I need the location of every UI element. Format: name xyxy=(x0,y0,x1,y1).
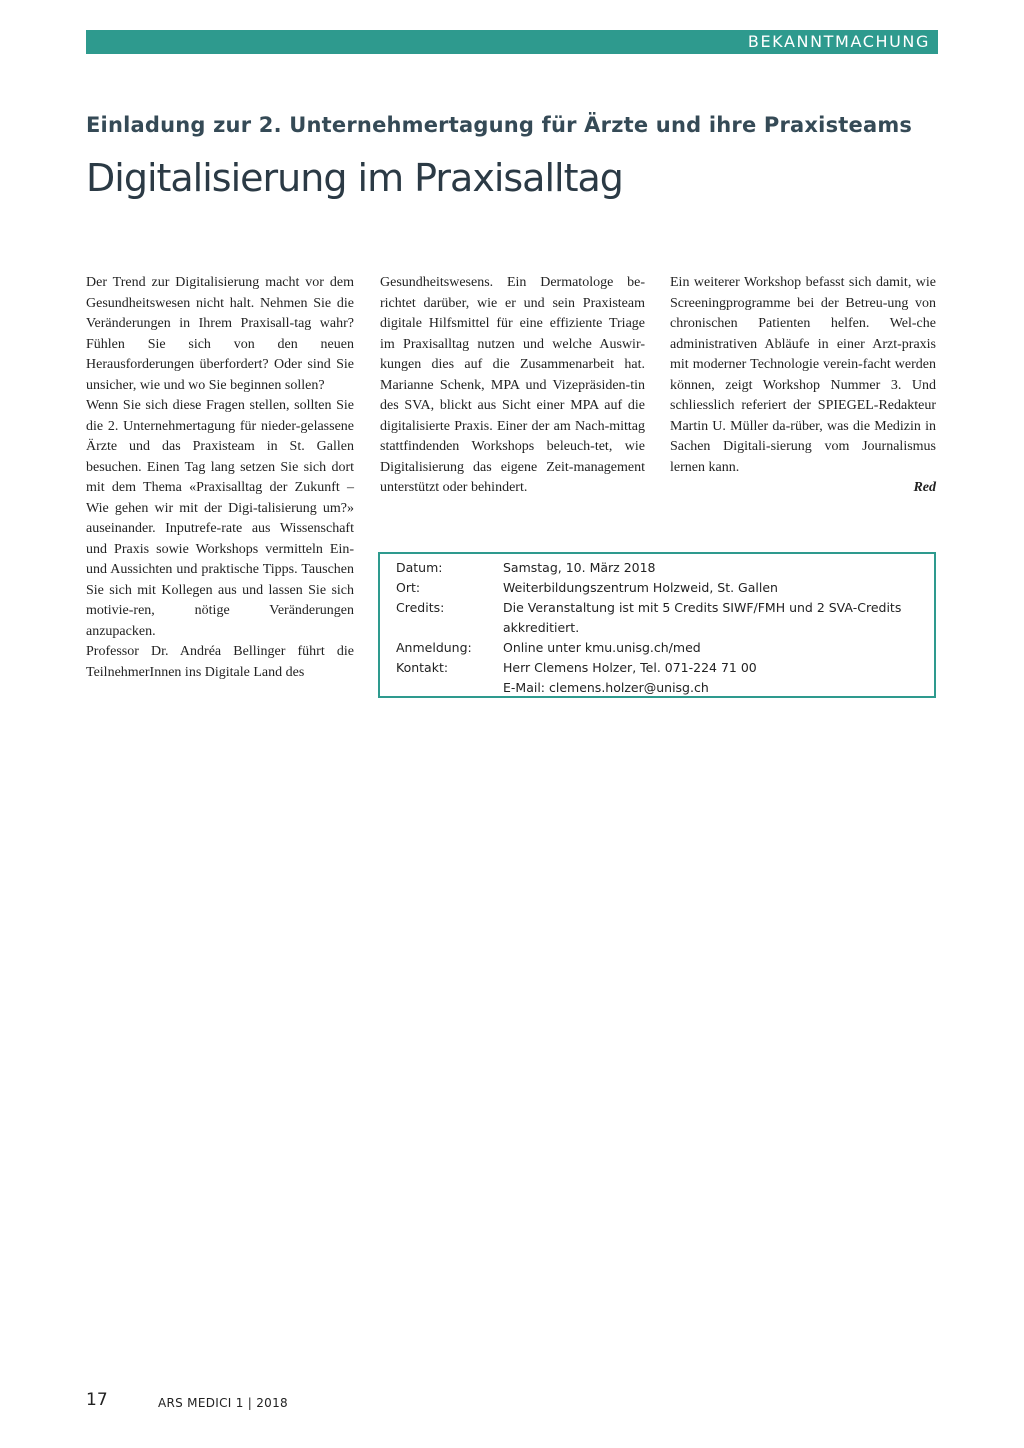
info-label: Ort: xyxy=(396,580,421,595)
paragraph: Der Trend zur Digitalisierung macht vor dem Gesundheitswesen nicht halt. Nehmen Sie die Veränderungen in Ihrem Praxisall-tag wahr? Fühlen Sie sich von den neuen Herausforderungen überfordert? Oder sind Sie unsicher, wie und wo Sie beginnen sollen? xyxy=(86,275,354,393)
info-value: Samstag, 10. März 2018 xyxy=(503,560,656,575)
section-header-bar xyxy=(86,30,938,54)
paragraph: Professor Dr. Andréa Bellinger führt die TeilnehmerInnen ins Digitale Land des xyxy=(86,644,354,680)
page-number: 17 xyxy=(86,1390,108,1410)
info-label: Anmeldung: xyxy=(396,640,472,655)
info-value: Herr Clemens Holzer, Tel. 071-224 71 00 xyxy=(503,660,757,675)
info-row-registration xyxy=(380,638,934,658)
event-info-box xyxy=(378,552,936,698)
email-link[interactable]: E-Mail: clemens.holzer@unisg.ch xyxy=(503,680,709,695)
info-row-date xyxy=(380,558,934,578)
author-signature: Red xyxy=(913,480,936,495)
info-row-contact xyxy=(380,658,934,678)
info-label: Datum: xyxy=(396,560,443,575)
journal-name: ARS MEDICI 1 | 2018 xyxy=(158,1396,288,1410)
info-label xyxy=(380,678,503,698)
paragraph: Ein weiterer Workshop befasst sich damit, wie Screeningprogramme bei der Betreu-ung von chronischen Patienten helfen. Wel-che administrativen Abläufe in einer Arzt-praxis mit moderner Technologie verein-facht werden können, zeigt Workshop Nummer 3. Und schliesslich referiert der SPIEGEL-Redakteur Martin U. Müller da-rüber, was die Medizin in Sachen Digitali-sierung vom Journalismus lernen kann. xyxy=(670,275,936,475)
info-value: Weiterbildungszentrum Holzweid, St. Gallen xyxy=(503,580,778,595)
info-row-location xyxy=(380,578,934,598)
paragraph: Wenn Sie sich diese Fragen stellen, sollten Sie die 2. Unternehmertagung für nieder-gelassene Ärzte und das Praxisteam in St. Gallen besuchen. Einen Tag lang setzen Sie sich dort mit dem Thema «Praxisalltag der Zukunft – Wie gehen wir mit der Digi-talisierung um?» auseinander. Inputrefe-rate aus Wissenschaft und Praxis sowie Workshops vermitteln Ein- und Aussichten und praktische Tipps. Tauschen Sie sich mit Kollegen aus und lassen Sie sich motivie-ren, nötige Veränderungen anzupacken. xyxy=(86,398,354,639)
paragraph: Gesundheitswesens. Ein Dermatologe be-richtet darüber, wie er und sein Praxisteam digitale Hilfsmittel für eine effiziente Triage im Praxisalltag nutzen und welche Auswir-kungen dies auf die Zusammenarbeit hat. Marianne Schenk, MPA und Vizepräsiden-tin des SVA, blickt aus Sicht einer MPA auf die digitalisierte Praxis. Einer der am Nach-mittag stattfindenden Workshops beleuch-tet, wie Digitalisierung das eigene Zeit-management unterstützt oder behindert. xyxy=(380,275,645,495)
article-column-2 xyxy=(380,273,645,499)
article-kicker: Einladung zur 2. Unternehmertagung für Ärzte und ihre Praxisteams xyxy=(86,113,913,137)
registration-link[interactable]: Online unter kmu.unisg.ch/med xyxy=(503,640,701,655)
info-label: Kontakt: xyxy=(396,660,449,675)
info-row-credits xyxy=(380,598,934,638)
article-column-3 xyxy=(670,273,936,499)
article-column-1 xyxy=(86,273,354,683)
info-value: Die Veranstaltung ist mit 5 Credits SIWF/FMH und 2 SVA-Credits akkreditiert. xyxy=(503,600,902,635)
article-headline: Digitalisierung im Praxisalltag xyxy=(86,156,623,200)
info-label: Credits: xyxy=(396,600,445,615)
section-label: BEKANNTMACHUNG xyxy=(747,32,930,51)
info-row-email xyxy=(380,678,934,698)
